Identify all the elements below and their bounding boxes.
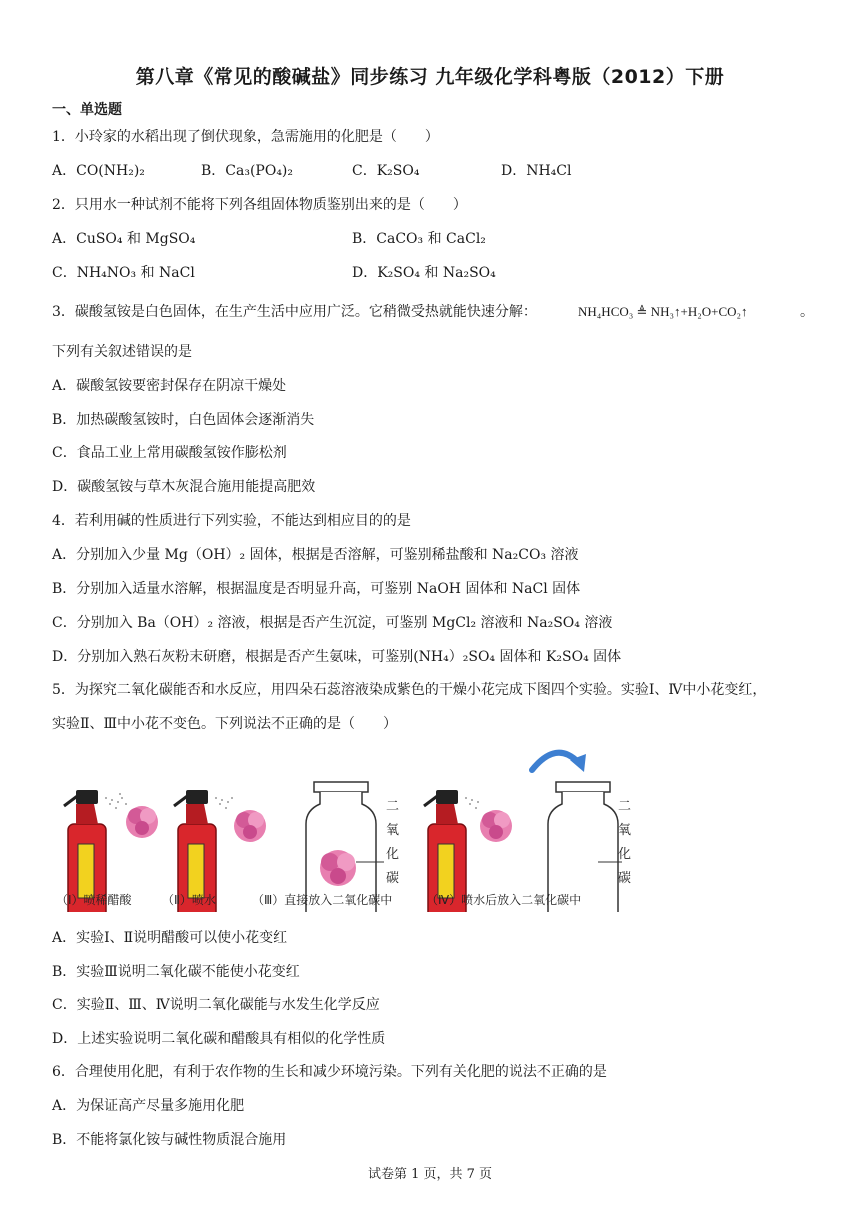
spray-mist [105,793,127,809]
q5-option-d: D．上述实验说明二氧化碳和醋酸具有相似的化学性质 [52,1031,386,1047]
curved-arrow-icon [532,753,586,772]
q1-option-b: B．Ca₃(PO₄)₂ [201,163,294,179]
q3-equation: NH₄HCO₃ ≜ NH₃↑+H₂O+CO₂↑ [578,304,748,319]
svg-text:碳: 碳 [618,871,632,886]
q5-option-c: C．实验Ⅱ、Ⅲ、Ⅳ说明二氧化碳能与水发生化学反应 [52,997,380,1013]
page-title: 第八章《常见的酸碱盐》同步练习 九年级化学科粤版（2012）下册 [135,66,725,88]
jar-label-co2 [618,799,631,886]
q6-option-a: A．为保证高产尽量多施用化肥 [52,1098,245,1114]
q3-line2: 下列有关叙述错误的是 [52,344,192,360]
svg-text:碳: 碳 [386,871,400,886]
q1-stem: 1．小玲家的水稻出现了倒伏现象，急需施用的化肥是（ ） [52,129,439,145]
q5-option-a: A．实验Ⅰ、Ⅱ说明醋酸可以使小花变红 [52,930,288,946]
q1-option-c: C．K₂SO₄ [352,163,420,179]
section-heading: 一、单选题 [52,102,122,118]
q3-option-d: D．碳酸氢铵与草木灰混合施用能提高肥效 [52,479,316,495]
q1-option-d: D．NH₄Cl [501,163,572,179]
q3-option-a: A．碳酸氢铵要密封保存在阴凉干燥处 [52,378,287,394]
spray-mist [465,797,479,809]
q4-option-b: B．分别加入适量水溶解，根据温度是否明显升高，可鉴别 NaOH 固体和 NaCl 固体 [52,581,581,597]
flower-icon [320,850,356,886]
q4-option-a: A．分别加入少量 Mg（OH）₂ 固体，根据是否溶解，可鉴别稀盐酸和 Na₂CO₃ 溶液 [52,547,579,563]
q2-option-b: B．CaCO₃ 和 CaCl₂ [352,231,486,247]
q2-option-a: A．CuSO₄ 和 MgSO₄ [52,231,196,247]
svg-text:化: 化 [386,847,400,862]
flower-icon [234,810,266,842]
q3-option-b: B．加热碳酸氢铵时，白色固体会逐渐消失 [52,412,315,428]
svg-text:二: 二 [386,799,400,814]
q3-option-c: C．食品工业上常用碳酸氢铵作膨松剂 [52,445,287,461]
q2-option-c: C．NH₄NO₃ 和 NaCl [52,265,195,281]
svg-text:二: 二 [618,799,632,814]
q5-stem-line1: 5．为探究二氧化碳能否和水反应，用四朵石蕊溶液染成紫色的干燥小花完成下图四个实验。实验Ⅰ、Ⅳ中小花变红， [52,682,767,698]
figure-caption-3: （Ⅲ）直接放入二氧化碳中 [252,893,393,907]
flower-icon [480,810,512,842]
q2-stem: 2．只用水一种试剂不能将下列各组固体物质鉴别出来的是（ ） [52,197,467,213]
figure-caption-1: （Ⅰ）喷稀醋酸 [56,893,132,907]
figure-caption-4: （Ⅳ）喷水后放入二氧化碳中 [426,893,582,907]
svg-text:化: 化 [618,847,632,862]
q6-option-b: B．不能将氯化铵与碱性物质混合施用 [52,1132,287,1148]
jar-label-co2 [386,799,399,886]
q3-end: 。 [800,304,814,320]
page-footer: 试卷第 1 页，共 7 页 [367,1167,493,1182]
q4-stem: 4．若利用碱的性质进行下列实验，不能达到相应目的的是 [52,513,411,529]
svg-text:氧: 氧 [618,823,632,838]
svg-text:氧: 氧 [386,823,400,838]
q3-stem: 3．碳酸氢铵是白色固体，在生产生活中应用广泛。它稍微受热就能快速分解： [52,304,537,320]
flower-icon [126,806,158,838]
spray-mist [215,797,233,809]
q1-option-a: A．CO(NH₂)₂ [52,163,145,179]
q5-stem-line2: 实验Ⅱ、Ⅲ中小花不变色。下列说法不正确的是（ ） [52,716,398,732]
q4-option-c: C．分别加入 Ba（OH）₂ 溶液，根据是否产生沉淀，可鉴别 MgCl₂ 溶液和 Na₂SO₄ 溶液 [52,615,613,631]
experiment-figure [56,742,636,912]
q4-option-d: D．分别加入熟石灰粉末研磨，根据是否产生氨味，可鉴别(NH₄）₂SO₄ 固体和 K₂SO₄ 固体 [52,649,622,665]
q6-stem: 6．合理使用化肥，有利于农作物的生长和减少环境污染。下列有关化肥的说法不正确的是 [52,1064,607,1080]
figure-caption-2: （Ⅱ）喷水 [162,893,216,907]
q5-option-b: B．实验Ⅲ说明二氧化碳不能使小花变红 [52,964,300,980]
q2-option-d: D．K₂SO₄ 和 Na₂SO₄ [352,265,496,281]
